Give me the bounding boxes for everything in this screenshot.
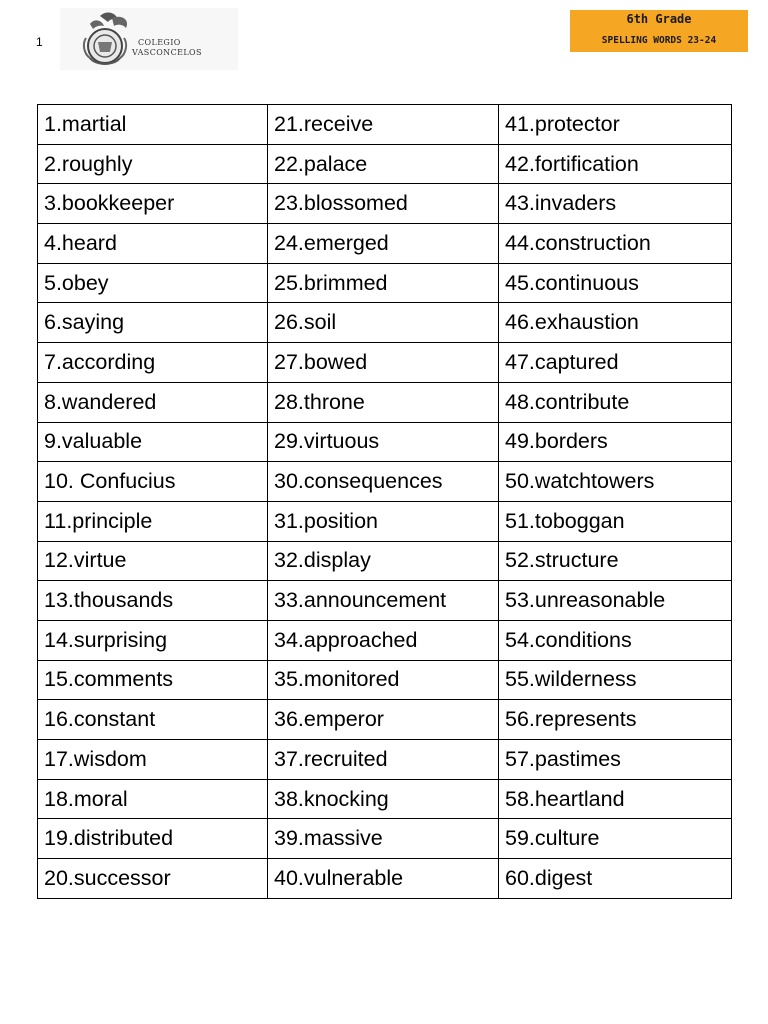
word-cell: 40.vulnerable (268, 859, 499, 899)
table-row (38, 382, 732, 422)
word-cell: 30.consequences (268, 462, 499, 502)
table-row (38, 620, 732, 660)
table-row (38, 343, 732, 383)
word-cell: 54.conditions (499, 620, 732, 660)
logo-text-line2: VASCONCELOS (132, 48, 202, 57)
school-logo (60, 8, 238, 70)
grade-header-box (570, 10, 748, 52)
word-cell: 16.constant (38, 700, 268, 740)
table-row (38, 303, 732, 343)
word-cell: 3.bookkeeper (38, 184, 268, 224)
logo-text-line1: COLEGIO (138, 38, 181, 47)
word-cell: 18.moral (38, 779, 268, 819)
table-row (38, 462, 732, 502)
word-cell: 33.announcement (268, 581, 499, 621)
word-cell: 46.exhaustion (499, 303, 732, 343)
table-row (38, 224, 732, 264)
word-cell: 49.borders (499, 422, 732, 462)
word-cell: 4.heard (38, 224, 268, 264)
word-cell: 32.display (268, 541, 499, 581)
table-row (38, 859, 732, 899)
word-cell: 15.comments (38, 660, 268, 700)
table-row (38, 700, 732, 740)
table-row (38, 660, 732, 700)
word-cell: 48.contribute (499, 382, 732, 422)
word-cell: 7.according (38, 343, 268, 383)
word-cell: 20.successor (38, 859, 268, 899)
word-cell: 42.fortification (499, 144, 732, 184)
word-cell: 8.wandered (38, 382, 268, 422)
word-cell: 26.soil (268, 303, 499, 343)
word-cell: 1.martial (38, 105, 268, 145)
word-cell: 58.heartland (499, 779, 732, 819)
word-cell: 43.invaders (499, 184, 732, 224)
word-cell: 13.thousands (38, 581, 268, 621)
word-cell: 6.saying (38, 303, 268, 343)
word-cell: 55.wilderness (499, 660, 732, 700)
word-cell: 12.virtue (38, 541, 268, 581)
word-cell: 31.position (268, 501, 499, 541)
word-cell: 45.continuous (499, 263, 732, 303)
word-cell: 11.principle (38, 501, 268, 541)
table-row (38, 581, 732, 621)
word-cell: 37.recruited (268, 740, 499, 780)
word-cell: 39.massive (268, 819, 499, 859)
word-cell: 34.approached (268, 620, 499, 660)
word-cell: 2.roughly (38, 144, 268, 184)
word-cell: 57.pastimes (499, 740, 732, 780)
spelling-words-table (37, 104, 732, 899)
table-row (38, 184, 732, 224)
word-cell: 10. Confucius (38, 462, 268, 502)
word-cell: 27.bowed (268, 343, 499, 383)
word-cell: 25.brimmed (268, 263, 499, 303)
word-cell: 28.throne (268, 382, 499, 422)
word-cell: 52.structure (499, 541, 732, 581)
table-row (38, 819, 732, 859)
table-row (38, 501, 732, 541)
page-number: 1 (36, 35, 43, 49)
word-cell: 5.obey (38, 263, 268, 303)
word-cell: 47.captured (499, 343, 732, 383)
grade-subtitle: SPELLING WORDS 23-24 (601, 35, 717, 46)
word-cell: 29.virtuous (268, 422, 499, 462)
word-cell: 51.toboggan (499, 501, 732, 541)
table-row (38, 779, 732, 819)
word-cell: 9.valuable (38, 422, 268, 462)
table-row (38, 422, 732, 462)
word-cell: 23.blossomed (268, 184, 499, 224)
word-cell: 56.represents (499, 700, 732, 740)
grade-title: 6th Grade (626, 12, 692, 26)
word-cell: 50.watchtowers (499, 462, 732, 502)
word-cell: 59.culture (499, 819, 732, 859)
table-row (38, 105, 732, 145)
table-row (38, 740, 732, 780)
word-cell: 19.distributed (38, 819, 268, 859)
word-cell: 60.digest (499, 859, 732, 899)
word-cell: 35.monitored (268, 660, 499, 700)
table-row (38, 263, 732, 303)
word-cell: 41.protector (499, 105, 732, 145)
word-cell: 14.surprising (38, 620, 268, 660)
word-cell: 36.emperor (268, 700, 499, 740)
word-cell: 22.palace (268, 144, 499, 184)
word-cell: 53.unreasonable (499, 581, 732, 621)
word-cell: 24.emerged (268, 224, 499, 264)
word-cell: 38.knocking (268, 779, 499, 819)
word-cell: 21.receive (268, 105, 499, 145)
word-cell: 17.wisdom (38, 740, 268, 780)
table-row (38, 144, 732, 184)
word-cell: 44.construction (499, 224, 732, 264)
table-row (38, 541, 732, 581)
